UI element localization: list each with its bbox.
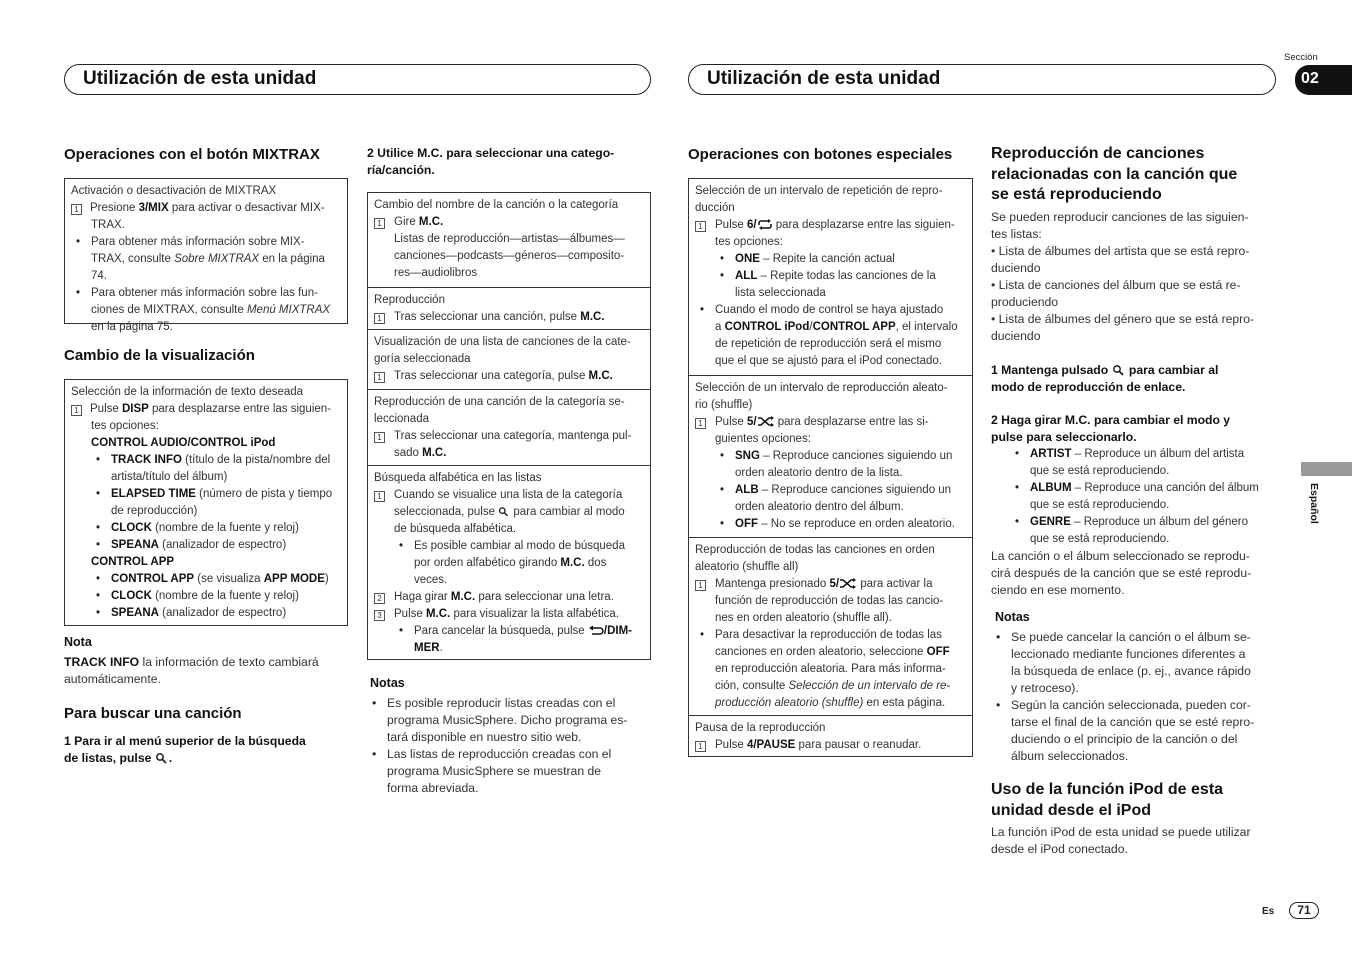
list-item: • TRACK INFO (título de la pista/nombre del artista/título del álbum) bbox=[91, 452, 341, 486]
ipod-function-text: La función iPod de esta unidad se puede utilizar desde el iPod conectado. bbox=[991, 825, 1251, 856]
link-result-text: La canción o el álbum seleccionado se reprodu- cirá después de la canción que se esté reprodu- ciendo en ese momento. bbox=[991, 549, 1252, 597]
step-number-icon: 1 bbox=[695, 741, 706, 752]
list-item: • OFF – No se reproduce en orden aleatorio. bbox=[715, 516, 966, 533]
notes-list bbox=[367, 695, 657, 797]
notes-list-2 bbox=[991, 629, 1281, 765]
list-item: • Para obtener más información sobre MIX- TRAX, consulte Sobre MIXTRAX en la página 74. bbox=[71, 234, 341, 285]
repeat-icon bbox=[757, 219, 773, 230]
list-item: • ELAPSED TIME (número de pista y tiempo de reproducción) bbox=[91, 486, 341, 520]
mc-box: Cambio del nombre de la canción o la categoría 1 Gire M.C. Listas de reproducción—artistas—álbumes— canciones—podcasts—géneros—composito- res—audiolibros Reproducción 1 Tras seleccionar una canción, pulse M.C. Visualización de una lista de canciones de la cate- goría seleccionada 1 Tras seleccionar una categoría, pulse M.C. Reproducción de una canción de la categoría se- leccionada 1 Tras seleccionar una categoría, mantenga pul- sado M.C. Búsqueda alfabética en las listas 1 Cuando se visualice una lista de la categoría seleccionada, pulse para cambiar al modo de búsqueda alfabética. • Es posible cambiar al modo de búsqueda por orden alfabético girando M.C. dos veces. 2 Haga girar M.C. para seleccionar una letra. 3 Pulse M.C. para visualizar la lista alfabética. • Para cancelar la búsqueda, pulse /DIM- MER. bbox=[367, 192, 651, 660]
search-step: 1 Para ir al menú superior de la búsqueda de listas, pulse . bbox=[64, 734, 306, 765]
search-icon bbox=[1112, 364, 1126, 376]
step-number-icon: 1 bbox=[374, 313, 385, 324]
step-number-icon: 1 bbox=[71, 405, 82, 416]
list-item: • GENRE – Reproduce un álbum del género que se está reproduciendo. bbox=[1010, 514, 1280, 548]
list-item: • CONTROL APP (se visualiza APP MODE) bbox=[91, 571, 341, 588]
related-songs-heading: Reproducción de canciones relacionadas con la canción que se está reproduciendo bbox=[991, 145, 1238, 203]
step-number-icon: 3 bbox=[374, 610, 385, 621]
list-item: • Según la canción seleccionada, pueden cor- tarse el final de la canción que se esté repro- duciendo o el principio de la canción o del álbum seleccionados. bbox=[991, 697, 1281, 765]
mixtrax-box: Activación o desactivación de MIXTRAX 1 Presione 3/MIX para activar o desactivar MIX- TRAX. • Para obtener más información sobre MIX- TRAX, consulte Sobre MIXTRAX en la página 74. • Para obtener más información sobre las fun- ciones de MIXTRAX, consulte Menú MIXTRAX en la página 75. bbox=[64, 178, 348, 324]
section-badge bbox=[1295, 65, 1352, 95]
step-number-icon: 1 bbox=[71, 204, 82, 215]
special-buttons-box: Selección de un intervalo de repetición de repro- ducción 1 Pulse 6/ para desplazarse entre las siguien- tes opciones: • ONE – Repite la canción actual • ALL – Repite todas las canciones de la lista seleccionada • Cuando el modo de control se haya ajustado a CONTROL iPod/CONTROL APP, el intervalo de repetición de reproducción será el mismo que el que se ajustó para el iPod conectado. Selección de un intervalo de reproducción aleato- rio (shuffle) 1 Pulse 5/ para desplazarse entre las si- guientes opciones: • SNG – Reproduce canciones siguiendo un orden aleatorio dentro de la lista. • ALB – Reproduce canciones siguiendo un orden aleatorio dentro del álbum. • OFF – No se reproduce en orden aleatorio. Reproducción de todas las canciones en orden aleatorio (shuffle all) 1 Mantenga presionado 5/ para activar la función de reproducción de todas las cancio- nes en orden aleatorio (shuffle all). • Para desactivar la reproducción de todas las canciones en orden aleatorio, seleccione OFF en reproducción aleatoria. Para más informa- ción, consulte Selección de un intervalo de re- producción aleatorio (shuffle) en esta página. Pausa de la reproducción 1 Pulse 4/PAUSE para pausar o reanudar. bbox=[688, 178, 973, 757]
list-item: • ONE – Repite la canción actual bbox=[715, 251, 966, 268]
notes-heading-2: Notas bbox=[995, 610, 1030, 624]
list-item: • ALL – Repite todas las canciones de la lista seleccionada bbox=[715, 268, 966, 302]
step-number-icon: 1 bbox=[374, 432, 385, 443]
list-item: • ARTIST – Reproduce un álbum del artista que se está reproduciendo. bbox=[1010, 446, 1280, 480]
related-songs-intro: Se pueden reproducir canciones de las siguien- tes listas: • Lista de álbumes del artista que se está repro- duciendo • Lista de canciones del álbum que se está re- produciendo • Lista de álbumes del género que se está repro- duciendo bbox=[991, 210, 1255, 343]
search-heading: Para buscar una canción bbox=[64, 705, 242, 722]
display-heading: Cambio de la visualización bbox=[64, 347, 255, 364]
notes-heading: Notas bbox=[370, 676, 405, 690]
right-page-title: Utilización de esta unidad bbox=[707, 68, 941, 89]
language-tab bbox=[1301, 462, 1352, 476]
link-mode-options bbox=[1010, 446, 1280, 548]
list-item: • ALB – Reproduce canciones siguiendo un orden aleatorio dentro del álbum. bbox=[715, 482, 966, 516]
ipod-function-heading: Uso de la función iPod de esta unidad desde el iPod bbox=[991, 781, 1224, 819]
shuffle-icon bbox=[757, 416, 775, 427]
special-buttons-heading: Operaciones con botones especiales bbox=[688, 146, 953, 163]
section-label: Sección bbox=[1284, 52, 1318, 63]
left-page-title: Utilización de esta unidad bbox=[83, 68, 317, 89]
list-item: • Para cancelar la búsqueda, pulse /DIM- MER. bbox=[394, 623, 644, 657]
box-title: Activación o desactivación de MIXTRAX bbox=[71, 185, 277, 197]
step-number-icon: 1 bbox=[695, 418, 706, 429]
display-box: Selección de la información de texto deseada 1 Pulse DISP para desplazarse entre las siguien- tes opciones: CONTROL AUDIO/CONTROL iPod • TRACK INFO (título de la pista/nombre del artista/título del álbum) • ELAPSED TIME (número de pista y tiempo de reproducción) • CLOCK (nombre de la fuente y reloj) • SPEANA (analizador de espectro) CONTROL APP • CONTROL APP (se visualiza APP MODE) • CLOCK (nombre de la fuente y reloj) • SPEANA (analizador de espectro) bbox=[64, 379, 348, 626]
list-item: • SNG – Reproduce canciones siguiendo un orden aleatorio dentro de la lista. bbox=[715, 448, 966, 482]
footer-language: Es bbox=[1262, 906, 1275, 917]
step-number-icon: 1 bbox=[695, 221, 706, 232]
box-title: Selección de la información de texto deseada bbox=[71, 386, 304, 398]
list-item: • Se puede cancelar la canción o el álbum se- leccionado mediante funciones diferentes a la búsqueda de enlace (p. ej., avance rápido y retroceso). bbox=[991, 629, 1281, 697]
list-item: • CLOCK (nombre de la fuente y reloj) bbox=[91, 520, 341, 537]
nota-text: TRACK INFO la información de texto cambiará automáticamente. bbox=[64, 655, 319, 686]
right-page-header bbox=[688, 64, 1276, 95]
step2-heading: 2 Utilice M.C. para seleccionar una catego- ría/canción. bbox=[367, 146, 615, 177]
link-step-2: 2 Haga girar M.C. para cambiar el modo y pulse para seleccionarlo. bbox=[991, 413, 1231, 444]
step-number-icon: 1 bbox=[374, 218, 385, 229]
search-icon bbox=[155, 752, 169, 764]
step-number-icon: 2 bbox=[374, 593, 385, 604]
list-item: • SPEANA (analizador de espectro) bbox=[91, 537, 341, 554]
nota-heading: Nota bbox=[64, 635, 92, 649]
list-item: • ALBUM – Reproduce una canción del álbum que se está reproduciendo. bbox=[1010, 480, 1280, 514]
left-page-header bbox=[64, 64, 651, 95]
list-item: • Es posible reproducir listas creadas con el programa MusicSphere. Dicho programa es- tará disponible en nuestro sitio web. bbox=[367, 695, 657, 746]
list-item: • SPEANA (analizador de espectro) bbox=[91, 605, 341, 622]
list-item: • Cuando el modo de control se haya ajustado a CONTROL iPod/CONTROL APP, el intervalo de repetición de reproducción será el mismo que el que se ajustó para el iPod conectado. bbox=[695, 302, 966, 370]
search-icon bbox=[498, 506, 510, 517]
page-number: 71 bbox=[1289, 902, 1319, 919]
list-item: • Para desactivar la reproducción de todas las canciones en orden aleatorio, seleccione OFF en reproducción aleatoria. Para más informa- ción, consulte Selección de un intervalo de re- producción aleatorio (shuffle) en esta página. bbox=[695, 627, 966, 712]
shuffle-icon bbox=[839, 578, 857, 589]
list-item: • CLOCK (nombre de la fuente y reloj) bbox=[91, 588, 341, 605]
list-item: • Es posible cambiar al modo de búsqueda por orden alfabético girando M.C. dos veces. bbox=[394, 538, 644, 589]
step-number-icon: 1 bbox=[374, 491, 385, 502]
list-item: • Las listas de reproducción creadas con el programa MusicSphere se muestran de forma abreviada. bbox=[367, 746, 657, 797]
list-item: • Para obtener más información sobre las fun- ciones de MIXTRAX, consulte Menú MIXTRAX en la página 75. bbox=[71, 285, 341, 336]
section-number: 02 bbox=[1301, 70, 1319, 87]
side-language-label: Español bbox=[1308, 483, 1320, 524]
mixtrax-heading: Operaciones con el botón MIXTRAX bbox=[64, 146, 320, 163]
link-step-1: 1 Mantenga pulsado para cambiar al modo de reproducción de enlace. bbox=[991, 363, 1219, 394]
step-number-icon: 1 bbox=[374, 372, 385, 383]
step-number-icon: 1 bbox=[695, 580, 706, 591]
return-icon bbox=[588, 625, 604, 636]
